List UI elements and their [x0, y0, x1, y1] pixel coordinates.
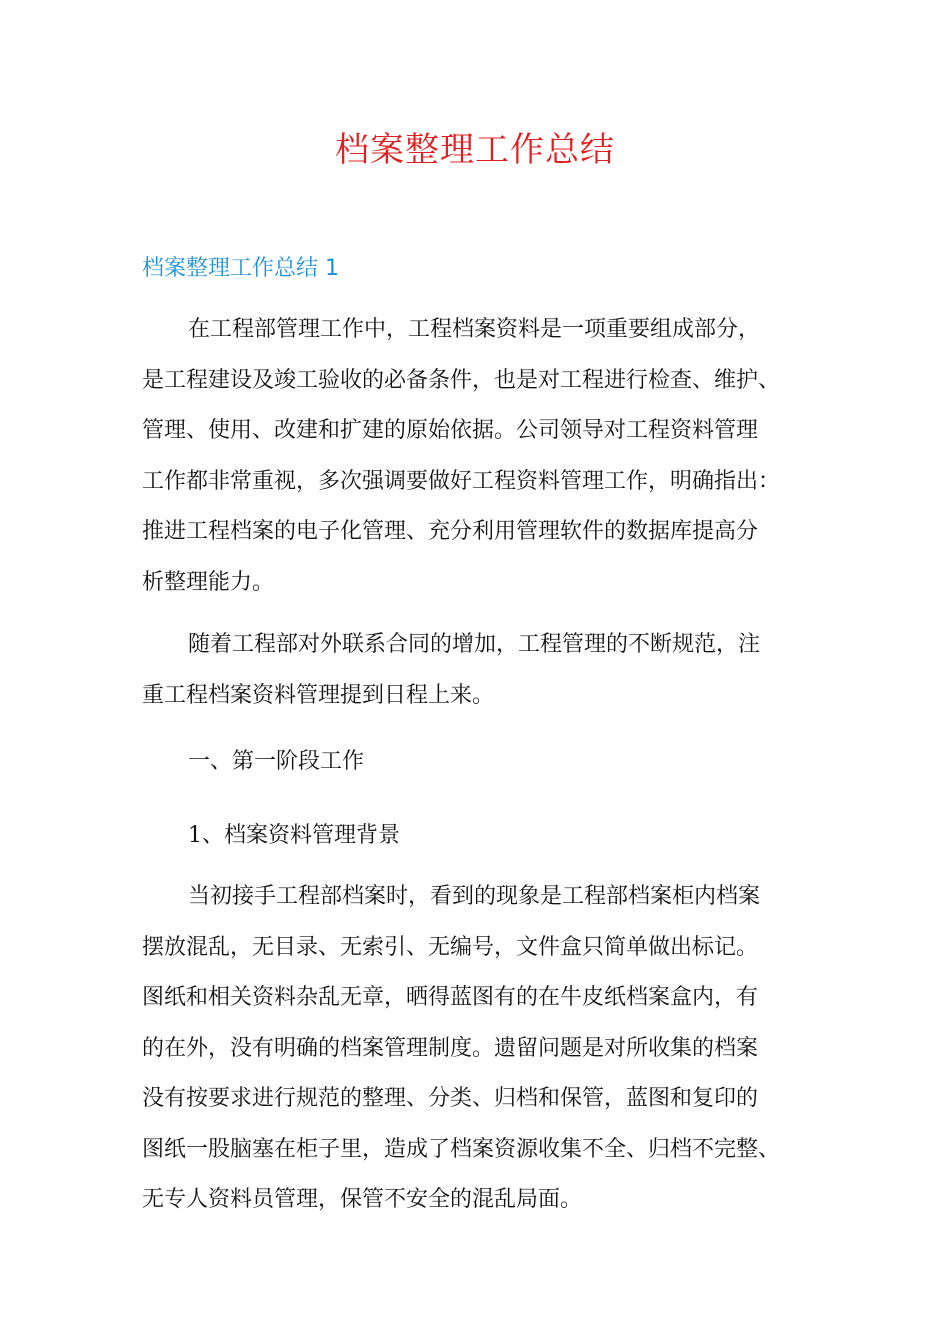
- paragraph-line: 工作都非常重视，多次强调要做好工程资料管理工作，明确指出：: [142, 468, 781, 494]
- paragraph-5: [142, 872, 832, 1226]
- paragraph-line: 的在外，没有明确的档案管理制度。遗留问题是对所收集的档案: [142, 1035, 759, 1061]
- paragraph-line: 1、档案资料管理背景: [188, 823, 400, 848]
- paragraph-line: 在工程部管理工作中，工程档案资料是一项重要组成部分，: [188, 317, 761, 342]
- paragraph-line: 一、第一阶段工作: [188, 749, 365, 774]
- paragraph-2: [142, 620, 832, 721]
- paragraph-1: [142, 305, 832, 608]
- paragraph-line: 推进工程档案的电子化管理、充分利用管理软件的数据库提高分: [142, 519, 759, 544]
- subheading-stage-one: [142, 737, 832, 788]
- paragraph-line: 图纸和相关资料杂乱无章，晒得蓝图有的在牛皮纸档案盒内，有: [142, 985, 759, 1010]
- paragraph-line: 管理、使用、改建和扩建的原始依据。公司领导对工程资料管理: [142, 418, 759, 443]
- paragraph-line: 摆放混乱，无目录、无索引、无编号，文件盒只简单做出标记。: [142, 934, 759, 960]
- paragraph-line: 重工程档案资料管理提到日程上来。: [142, 682, 495, 708]
- paragraph-line: 随着工程部对外联系合同的增加，工程管理的不断规范，注: [188, 632, 761, 657]
- paragraph-line: 析整理能力。: [142, 569, 275, 595]
- subheading-background: [142, 811, 832, 862]
- paragraph-line: 是工程建设及竣工验收的必备条件，也是对工程进行检查、维护、: [142, 367, 781, 393]
- section-heading: 档案整理工作总结 1: [142, 256, 339, 281]
- document-title: 档案整理工作总结: [335, 130, 615, 170]
- paragraph-line: 无专人资料员管理，保管不安全的混乱局面。: [142, 1187, 583, 1212]
- paragraph-line: 没有按要求进行规范的整理、分类、归档和保管，蓝图和复印的: [142, 1086, 759, 1111]
- paragraph-line: 当初接手工程部档案时，看到的现象是工程部档案柜内档案: [188, 884, 761, 909]
- paragraph-line: 图纸一股脑塞在柜子里，造成了档案资源收集不全、归档不完整、: [142, 1136, 781, 1162]
